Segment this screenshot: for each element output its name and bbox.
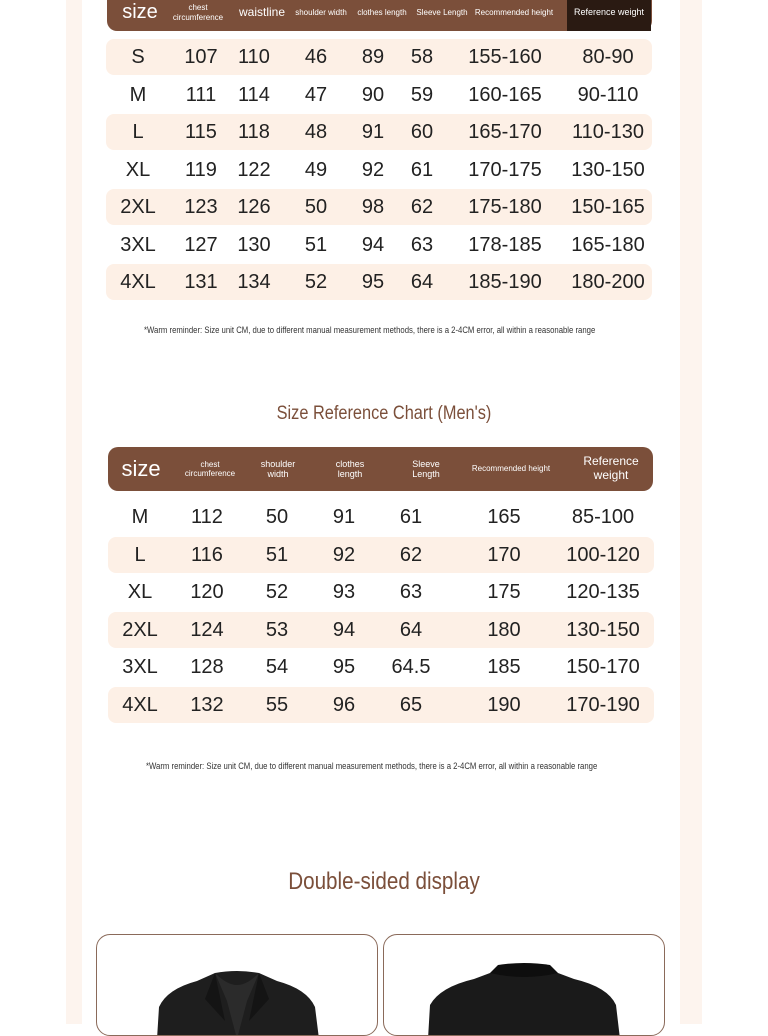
table-cell: 98 xyxy=(361,196,385,218)
table-cell: 52 xyxy=(265,581,289,604)
header2-shoulder-line1: shoulder xyxy=(260,458,296,469)
table-cell: 91 xyxy=(332,506,356,528)
table-cell: 110 xyxy=(238,46,270,68)
table-cell: 4XL xyxy=(120,271,156,293)
table-cell: 130 xyxy=(237,233,271,256)
table-row xyxy=(106,152,652,188)
table-cell: 170-175 xyxy=(468,158,542,181)
header2-shoulder xyxy=(250,447,306,491)
header-shoulder: shoulder width xyxy=(295,7,347,17)
table-cell: 2XL xyxy=(120,196,156,218)
table-row xyxy=(106,114,652,150)
table-cell: 175 xyxy=(487,581,521,604)
table1-note: *Warm reminder: Size unit CM, due to different manual measurement methods, there is a 2-4CM error, all within a reasonable range xyxy=(144,325,596,335)
table-cell: 120-135 xyxy=(566,581,640,604)
table-row xyxy=(106,264,652,300)
table-cell: 92 xyxy=(361,158,385,181)
header2-shoulder-line2: width xyxy=(267,469,289,479)
table-cell: 65 xyxy=(399,694,423,716)
table-cell: 114 xyxy=(238,83,270,106)
header2-weight: Reference weight xyxy=(583,454,639,482)
table-cell: 55 xyxy=(265,694,289,716)
display-title: Double-sided display xyxy=(288,868,480,895)
table-cell: 130-150 xyxy=(571,158,645,181)
table-cell: 58 xyxy=(410,46,434,68)
header2-sleeve-line1: Sleeve xyxy=(412,458,440,469)
table-cell: 53 xyxy=(265,618,289,641)
table-cell: 80-90 xyxy=(582,46,634,68)
table-cell: 94 xyxy=(332,618,356,641)
table-cell: 48 xyxy=(304,121,328,143)
header2-chest-line2: circumference xyxy=(184,469,236,478)
table-row xyxy=(108,649,654,685)
header2-height: Recommended height xyxy=(471,464,551,474)
header-height: Recommended height xyxy=(474,7,554,17)
header2-chest-line1: chest xyxy=(200,459,220,469)
table-row xyxy=(106,227,652,263)
table-cell: 124 xyxy=(190,618,224,641)
table-cell: 85-100 xyxy=(571,506,635,528)
front-view-card[interactable] xyxy=(96,934,378,1036)
table-cell: 46 xyxy=(304,46,328,68)
header2-clothes-line1: clothes xyxy=(335,458,365,469)
table-cell: 64 xyxy=(399,618,423,641)
table-cell: 52 xyxy=(304,271,328,293)
table-cell: M xyxy=(129,83,147,106)
table-cell: 93 xyxy=(332,581,356,604)
header2-sleeve-line2: Length xyxy=(412,469,440,479)
table-cell: 134 xyxy=(237,271,271,293)
table-row xyxy=(108,499,654,535)
table-cell: 110-130 xyxy=(572,121,644,143)
table2-note: *Warm reminder: Size unit CM, due to different manual measurement methods, there is a 2-4CM error, all within a reasonable range xyxy=(146,761,598,771)
table-cell: 89 xyxy=(361,46,385,68)
table2-header xyxy=(108,447,653,491)
table-cell: 60 xyxy=(410,121,434,143)
table-cell: 127 xyxy=(184,233,218,256)
table-cell: 170-190 xyxy=(566,694,640,716)
table-cell: 49 xyxy=(304,158,328,181)
table-cell: 90-110 xyxy=(577,83,639,106)
table-row xyxy=(106,189,652,225)
table-cell: 150-165 xyxy=(571,196,645,218)
header-sleeve: Sleeve Length xyxy=(416,7,468,17)
table-cell: 165-170 xyxy=(468,121,542,143)
table-cell: 3XL xyxy=(122,656,158,679)
table-cell: 90 xyxy=(361,83,385,106)
table-cell: 115 xyxy=(185,121,217,143)
size-chart-title: Size Reference Chart (Men's) xyxy=(276,403,492,424)
table-cell: 95 xyxy=(332,656,356,679)
table-cell: 64 xyxy=(410,271,434,293)
table-cell: 54 xyxy=(265,656,289,679)
table-cell: 170 xyxy=(487,543,521,566)
table-cell: 59 xyxy=(410,83,434,106)
table-cell: XL xyxy=(127,581,153,604)
header-weight: Reference weight xyxy=(567,0,651,31)
table-row xyxy=(108,574,654,610)
table-row xyxy=(108,612,654,648)
table-cell: 111 xyxy=(185,83,217,106)
table-cell: 180 xyxy=(487,618,521,641)
header2-sleeve xyxy=(396,447,456,491)
table-cell: L xyxy=(134,543,146,566)
table-row xyxy=(106,77,652,113)
header-size: size xyxy=(122,1,158,23)
back-view-card[interactable] xyxy=(383,934,665,1036)
table-cell: 112 xyxy=(191,506,223,528)
header-chest-line1: chest xyxy=(188,3,208,13)
table-cell: L xyxy=(132,121,144,143)
table-cell: 120 xyxy=(190,581,224,604)
table-cell: 116 xyxy=(191,543,223,566)
table-row xyxy=(108,537,654,573)
table-cell: 131 xyxy=(184,271,218,293)
table-cell: 96 xyxy=(332,694,356,716)
header2-size: size xyxy=(121,456,161,482)
header-clothes: clothes length xyxy=(357,7,407,17)
header2-chest xyxy=(180,447,240,491)
table-cell: 64.5 xyxy=(391,656,431,679)
table-cell: 185-190 xyxy=(468,271,542,293)
table-cell: 94 xyxy=(361,233,385,256)
table-cell: 118 xyxy=(238,121,270,143)
table-cell: 50 xyxy=(265,506,289,528)
table-cell: 185 xyxy=(487,656,521,679)
table-cell: 123 xyxy=(184,196,218,218)
table-cell: 130-150 xyxy=(566,618,640,641)
table-cell: 51 xyxy=(265,543,289,566)
table-cell: 62 xyxy=(399,543,423,566)
table-cell: 132 xyxy=(190,694,224,716)
table-cell: 61 xyxy=(410,158,434,181)
table-cell: 178-185 xyxy=(468,233,542,256)
header-waist: waistline xyxy=(238,4,286,19)
header2-clothes xyxy=(320,447,380,491)
table-cell: 92 xyxy=(332,543,356,566)
table-cell: XL xyxy=(125,158,151,181)
table-cell: 128 xyxy=(190,656,224,679)
table-cell: 51 xyxy=(304,233,328,256)
table-cell: 63 xyxy=(410,233,434,256)
table-cell: 62 xyxy=(410,196,434,218)
table-cell: 180-200 xyxy=(571,271,645,293)
table-cell: 3XL xyxy=(120,233,156,256)
table-cell: 50 xyxy=(304,196,328,218)
table-cell: 95 xyxy=(361,271,385,293)
header-chest xyxy=(167,0,229,31)
table-cell: 119 xyxy=(185,158,217,181)
table-cell: 160-165 xyxy=(468,83,542,106)
header2-clothes-line2: length xyxy=(337,469,363,479)
header-chest-line2: circumference xyxy=(172,12,224,22)
table1-header xyxy=(107,0,652,31)
jacket-front-image xyxy=(97,959,377,1036)
jacket-back-image xyxy=(384,959,664,1036)
table-cell: M xyxy=(131,506,149,528)
table-cell: 190 xyxy=(487,694,521,716)
table-cell: 2XL xyxy=(122,618,158,641)
table-cell: 165 xyxy=(487,506,521,528)
table-cell: 47 xyxy=(304,83,328,106)
table-cell: 150-170 xyxy=(566,656,640,679)
table-row xyxy=(108,687,654,723)
table-cell: 63 xyxy=(399,581,423,604)
table-row xyxy=(106,39,652,75)
table-cell: 61 xyxy=(399,506,423,528)
table-cell: S xyxy=(131,46,145,68)
table-cell: 4XL xyxy=(122,694,158,716)
table-cell: 91 xyxy=(361,121,385,143)
table-cell: 100-120 xyxy=(566,543,640,566)
table-cell: 175-180 xyxy=(468,196,542,218)
table-cell: 155-160 xyxy=(468,46,542,68)
table-cell: 107 xyxy=(184,46,218,68)
table-cell: 126 xyxy=(237,196,271,218)
table-cell: 165-180 xyxy=(571,233,645,256)
table-cell: 122 xyxy=(237,158,271,181)
